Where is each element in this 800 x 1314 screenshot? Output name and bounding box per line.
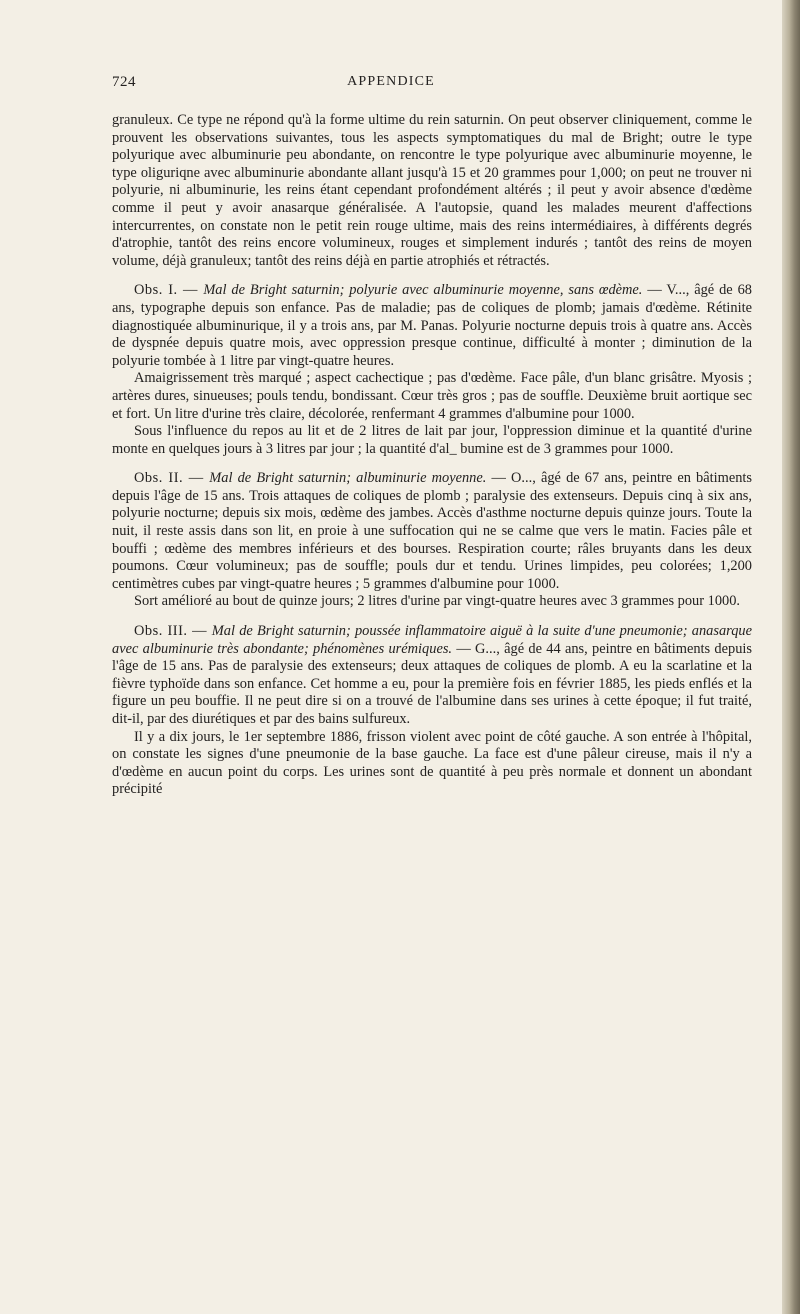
observation-3-title: Mal de Bright saturnin; poussée inflammatoire aiguë à la suite d'une pneumonie; anasarque avec albuminurie très abondante; phénomènes urémiques.	[112, 623, 752, 657]
observation-2-paragraph	[112, 470, 752, 593]
observation-1-text: — V..., âgé de 68 ans, typographe depuis son enfance. Pas de maladie; pas de coliques de plomb; jamais d'œdème. Rétinite diagnostiquée albuminurique, il y a trois ans, par M. Panas. Polyurie nocturne depuis trois à quatre ans. Accès de dyspnée depuis quatre mois, avec oppression presque continue, difficulté à monter ; diminution de la polyurie tombée à 1 litre par vingt-quatre heures.	[112, 282, 752, 369]
observation-2-title: Mal de Bright saturnin; albuminurie moyenne.	[209, 470, 487, 487]
observation-2-paragraph-2: Sort amélioré au bout de quinze jours; 2 litres d'urine par vingt-quatre heures avec 3 grammes pour 1000.	[134, 593, 741, 610]
running-head-title: APPENDICE	[347, 74, 435, 89]
page-number: 724	[112, 74, 136, 90]
intro-paragraph: granuleux. Ce type ne répond qu'à la forme ultime du rein saturnin. On peut observer cliniquement, comme le prouvent les observations suivantes, tous les aspects symptomatiques du mal de Bright; outre le type polyurique avec albuminurie peu abondante, on rencontre le type polyurique avec albuminurie moyenne, le type oliguriqne avec albuminurie abondante allant jusqu'à 15 et 20 grammes pour 1,000; on peut ne trouver ni polyurie, ni albuminurie, les reins étant cependant profondément altérés ; il peut y avoir absence d'œdème comme il peut y avoir anasarque généralisée. A l'autopsie, quand les malades meurent d'affections intercurrentes, on constate non le petit rein rouge ultime, mais des reins intermédiaires, à différents degrés d'atrophie, tantôt des reins encore volumineux, rouges et simplement indurés ; tantôt des reins de moyen volume, déjà granuleux; tantôt des reins déjà en partie atrophiés et rétractés.	[112, 112, 752, 269]
observation-3-paragraph	[112, 623, 752, 729]
observation-1-title: Mal de Bright saturnin; polyurie avec albuminurie moyenne, sans œdème.	[203, 282, 643, 299]
observation-3-text: — G..., âgé de 44 ans, peintre en bâtiments depuis l'âge de 15 ans. Pas de paralysie des extenseurs; deux attaques de coliques de plomb. A eu la scarlatine et la fièvre typhoïde dans son enfance. Cet homme a eu, pour la première fois en février 1885, les pieds enflés et la figure un peu bouffie. Il ne peut dire si on a trouvé de l'albumine dans ses urines à cette époque; il fut traité, dit-il, par des diurétiques et par des bains sulfureux.	[112, 640, 752, 727]
observation-3-label: Obs. III. —	[134, 623, 212, 640]
body-text	[112, 112, 752, 799]
observation-1-paragraph-3: Sous l'influence du repos au lit et de 2 litres de lait par jour, l'oppression diminue et la quantité d'urine monte en quelques jours à 3 litres par jour ; la quantité d'al_ bumine est de 3 grammes pour 1000.	[112, 423, 752, 457]
observation-1-label: Obs. I. —	[134, 282, 204, 299]
observation-2-text: — O..., âgé de 67 ans, peintre en bâtiments depuis l'âge de 15 ans. Trois attaques de coliques de plomb ; paralysie des extenseurs. Depuis cinq à six ans, polyurie nocturne; depuis six mois, œdème des jambes. Accès d'asthme nocturne depuis quinze jours. Toute la nuit, il reste assis dans son lit, en proie à une suffocation qui ne se calme que vers le matin. Facies pâle et bouffi ; œdème des membres inférieurs et des bourses. Respiration courte; râles bruyants dans les deux poumons. Cœur volumineux; pas de souffle; pouls dur et tendu. Urines limpides, peu colorées; 1,200 centimètres cubes par vingt-quatre heures ; 5 grammes d'albumine pour 1000.	[112, 470, 752, 592]
observation-1-paragraph	[112, 282, 752, 370]
running-head	[0, 74, 782, 94]
observation-1-paragraph-2: Amaigrissement très marqué ; aspect cachectique ; pas d'œdème. Face pâle, d'un blanc grisâtre. Myosis ; artères dures, sinueuses; pouls tendu, bondissant. Cœur très gros ; pas de souffle. Deuxième bruit aortique sec et fort. Un litre d'urine très claire, décolorée, renfermant 4 grammes d'albumine pour 1000.	[112, 370, 752, 422]
page-edge-shadow	[782, 0, 800, 1314]
observation-2-label: Obs. II. —	[134, 470, 210, 487]
observation-3-paragraph-2: Il y a dix jours, le 1er septembre 1886, frisson violent avec point de côté gauche. A son entrée à l'hôpital, on constate les signes d'une pneumonie de la base gauche. La face est d'une pâleur cireuse, mais il n'y a d'œdème en aucun point du corps. Les urines sont de quantité à peu près normale et donnent un abondant précipité	[112, 728, 752, 798]
